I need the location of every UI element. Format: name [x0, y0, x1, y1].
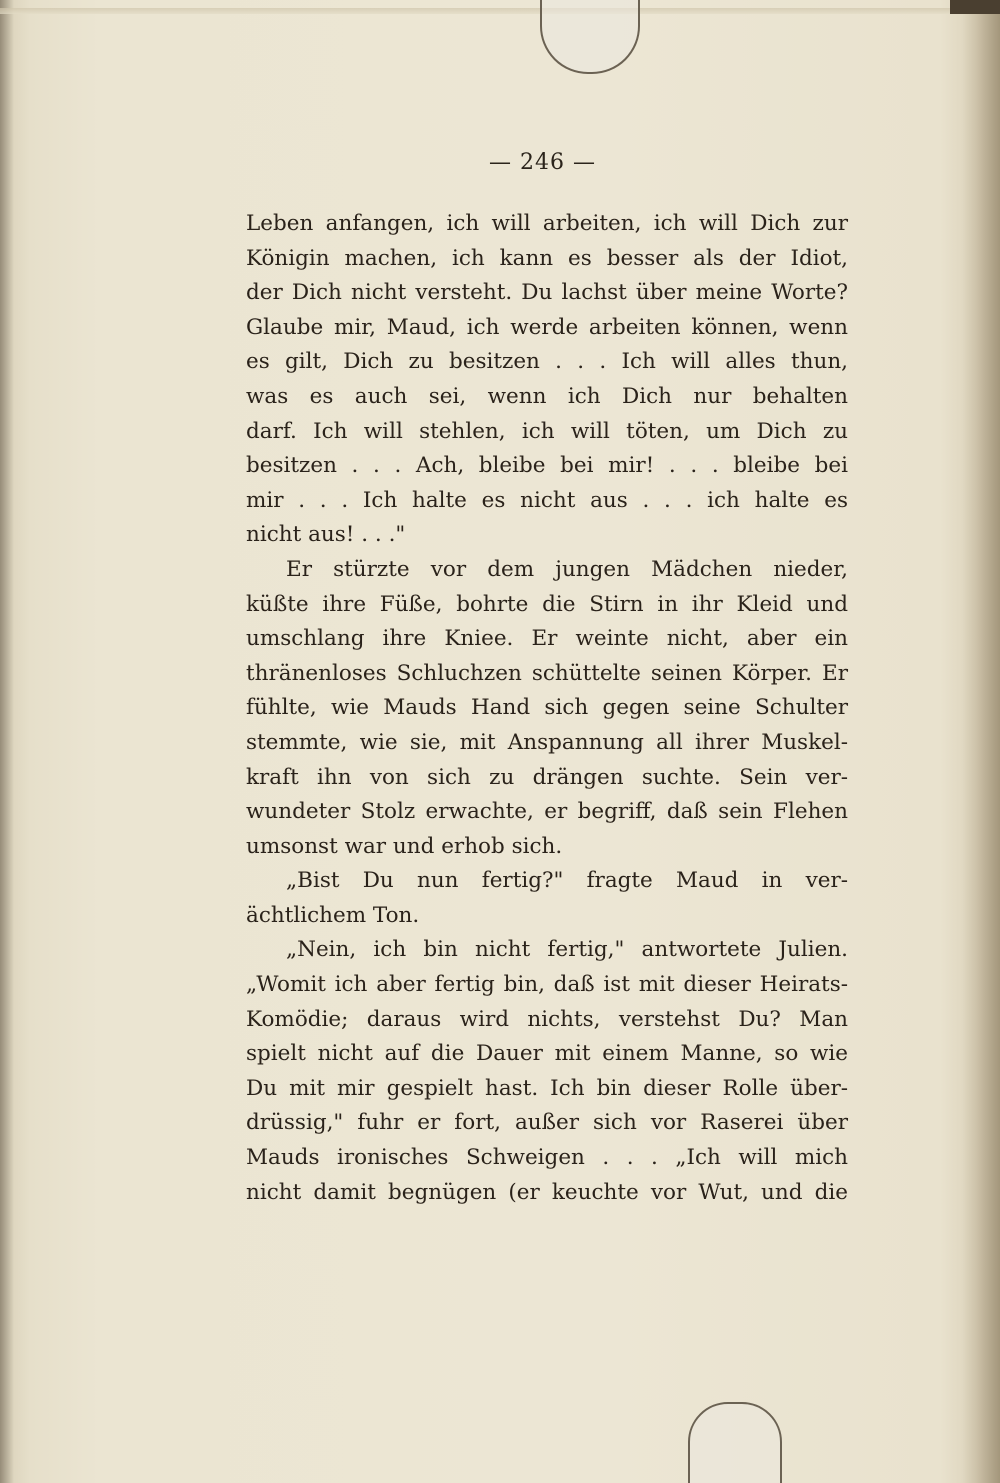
- text-line: Komödie; daraus wird nichts, verstehst Du? Man: [246, 1006, 848, 1032]
- text-line: „Nein, ich bin nicht fertig," antwortete Julien.: [286, 937, 848, 963]
- text-line: der Dich nicht versteht. Du lachst über meine Worte?: [246, 280, 848, 306]
- top-paper-fold: [0, 8, 1000, 14]
- text-line: Mauds ironisches Schweigen . . . „Ich will mich: [246, 1145, 848, 1171]
- text-line: spielt nicht auf die Dauer mit einem Manne, so wie: [246, 1041, 848, 1067]
- paragraph-p3: [246, 864, 848, 933]
- top-page-clip: [540, 0, 640, 74]
- text-line: nicht aus! . . .": [246, 522, 406, 548]
- text-line: stemmte, wie sie, mit Anspannung all ihrer Muskel-: [246, 729, 848, 755]
- bottom-page-clip: [688, 1402, 782, 1483]
- text-line: Leben anfangen, ich will arbeiten, ich will Dich zur: [246, 211, 848, 236]
- text-line: nicht damit begnügen (er keuchte vor Wut, und die: [246, 1179, 848, 1205]
- text-line: kraft ihn von sich zu drängen suchte. Sein ver-: [246, 764, 848, 790]
- text-line: umschlang ihre Kniee. Er weinte nicht, aber ein: [246, 626, 848, 652]
- text-line: ächtlichem Ton.: [246, 902, 420, 928]
- text-line: was es auch sei, wenn ich Dich nur behalten: [246, 383, 848, 409]
- text-line: „Womit ich aber fertig bin, daß ist mit dieser Heirats-: [246, 972, 848, 998]
- page-fore-edge: [962, 0, 1000, 1483]
- paragraph-p1: [246, 207, 848, 553]
- text-line: thränenloses Schluchzen schüttelte seinen Körper. Er: [246, 660, 848, 686]
- text-line: Er stürzte vor dem jungen Mädchen nieder,: [286, 556, 848, 582]
- paragraph-p2: [246, 553, 848, 864]
- page-number: — 246 —: [489, 150, 596, 175]
- body-text: [246, 207, 848, 1210]
- text-line: es gilt, Dich zu besitzen . . . Ich will alles thun,: [246, 349, 848, 375]
- text-line: drüssig," fuhr er fort, außer sich vor Raserei über: [246, 1110, 848, 1136]
- paragraph-p4: [246, 933, 848, 1210]
- text-line: Königin machen, ich kann es besser als der Idiot,: [246, 245, 848, 271]
- text-line: „Bist Du nun fertig?" fragte Maud in ver-: [286, 868, 848, 894]
- text-line: darf. Ich will stehlen, ich will töten, um Dich zu: [246, 418, 848, 444]
- text-line: mir . . . Ich halte es nicht aus . . . ich halte es: [246, 487, 848, 513]
- text-line: Du mit mir gespielt hast. Ich bin dieser Rolle über-: [246, 1075, 848, 1101]
- text-line: küßte ihre Füße, bohrte die Stirn in ihr Kleid und: [246, 591, 848, 617]
- text-line: umsonst war und erhob sich.: [246, 833, 563, 859]
- top-right-dark-corner: [950, 0, 1000, 14]
- text-line: wundeter Stolz erwachte, er begriff, daß sein Flehen: [246, 799, 848, 825]
- text-line: Glaube mir, Maud, ich werde arbeiten können, wenn: [246, 314, 848, 340]
- text-line: fühlte, wie Mauds Hand sich gegen seine Schulter: [246, 695, 848, 721]
- text-line: besitzen . . . Ach, bleibe bei mir! . . . bleibe bei: [246, 453, 848, 479]
- page-gutter-shadow: [0, 0, 14, 1483]
